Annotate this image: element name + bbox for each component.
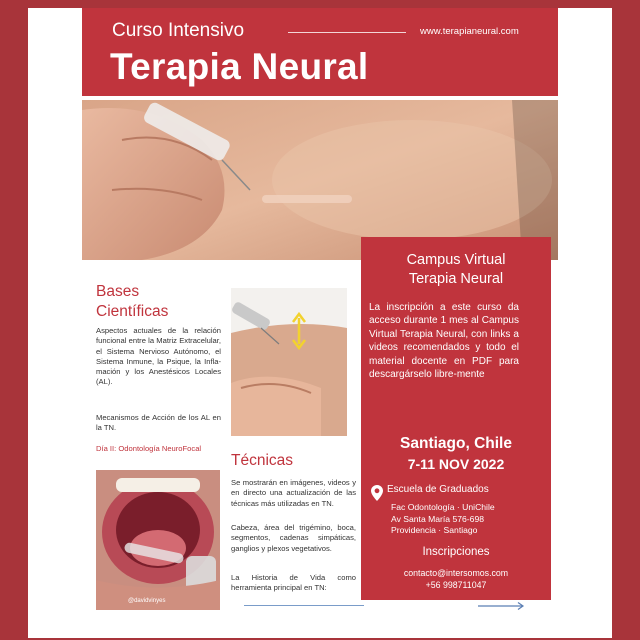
poster xyxy=(28,8,612,638)
bases-paragraph-1: Aspectos actuales de la relación funcional entre la Matriz Extracelular, el Sistema Nervioso Autónomo, el Sistema Inmune, la Psique, la Infla-mación y los Anestésicos Locales (AL). xyxy=(96,326,221,387)
registration-heading: Inscripciones xyxy=(422,546,490,558)
photo-open-mouth xyxy=(96,470,220,610)
footer-divider xyxy=(244,605,364,606)
website-link[interactable]: www.terapianeural.com xyxy=(420,26,519,37)
campus-description: La inscripción a este curso da acceso durante 1 mes al Campus Virtual Terapia Neural, con links a videos recomendados y todo el material docente en PDF para descargárselo libre-mente xyxy=(369,302,519,381)
venue-name: Escuela de Graduados xyxy=(387,484,489,495)
bases-heading xyxy=(96,282,168,322)
course-title: Terapia Neural xyxy=(110,46,369,87)
event-dates: 7-11 NOV 2022 xyxy=(407,456,505,472)
hero-photo-injection xyxy=(82,100,558,260)
header-banner xyxy=(82,8,558,96)
address-line-2: Av Santa María 576-698 xyxy=(391,513,484,524)
tecnicas-paragraph-1: Se mostrarán en imágenes, videos y en directo una actualización de las técnicas más utilizadas en TN. xyxy=(231,478,356,508)
contact-email[interactable]: contacto@intersomos.com xyxy=(403,568,509,578)
address-line-3: Providencia · Santiago xyxy=(391,525,478,535)
bases-heading-line1: Bases xyxy=(96,283,140,300)
course-subtitle: Curso Intensivo xyxy=(112,20,245,41)
event-city: Santiago, Chile xyxy=(400,435,512,452)
photo-credit: @davidvinyes xyxy=(128,598,166,604)
campus-heading-line1: Campus Virtual xyxy=(406,252,506,268)
campus-heading xyxy=(361,251,551,289)
day-two-link[interactable]: Día II: Odontología NeuroFocal xyxy=(96,444,202,453)
campus-heading-line2: Terapia Neural xyxy=(408,271,504,287)
header-divider xyxy=(288,32,406,33)
location-pin-icon xyxy=(371,485,383,501)
bases-paragraph-2: Mecanismos de Acción de los AL en la TN. xyxy=(96,413,221,433)
photo-neck-injection xyxy=(231,288,347,436)
contact-info xyxy=(361,568,551,591)
venue-address xyxy=(391,502,495,537)
bases-heading-line2: Científicas xyxy=(96,303,169,320)
contact-phone[interactable]: +56 998711047 xyxy=(425,579,487,590)
tecnicas-paragraph-2: Cabeza, área del trigémino, boca, segmentos, cadenas simpáticas, ganglios y plexos vegetativos. xyxy=(231,523,356,553)
campus-panel xyxy=(361,237,551,600)
tecnicas-heading: Técnicas xyxy=(231,452,294,469)
arrow-right-icon xyxy=(478,601,526,611)
tecnicas-paragraph-3: La Historia de Vida como herramienta principal en TN: xyxy=(231,573,356,593)
address-line-1: Fac Odontología · UniChile xyxy=(391,502,495,512)
